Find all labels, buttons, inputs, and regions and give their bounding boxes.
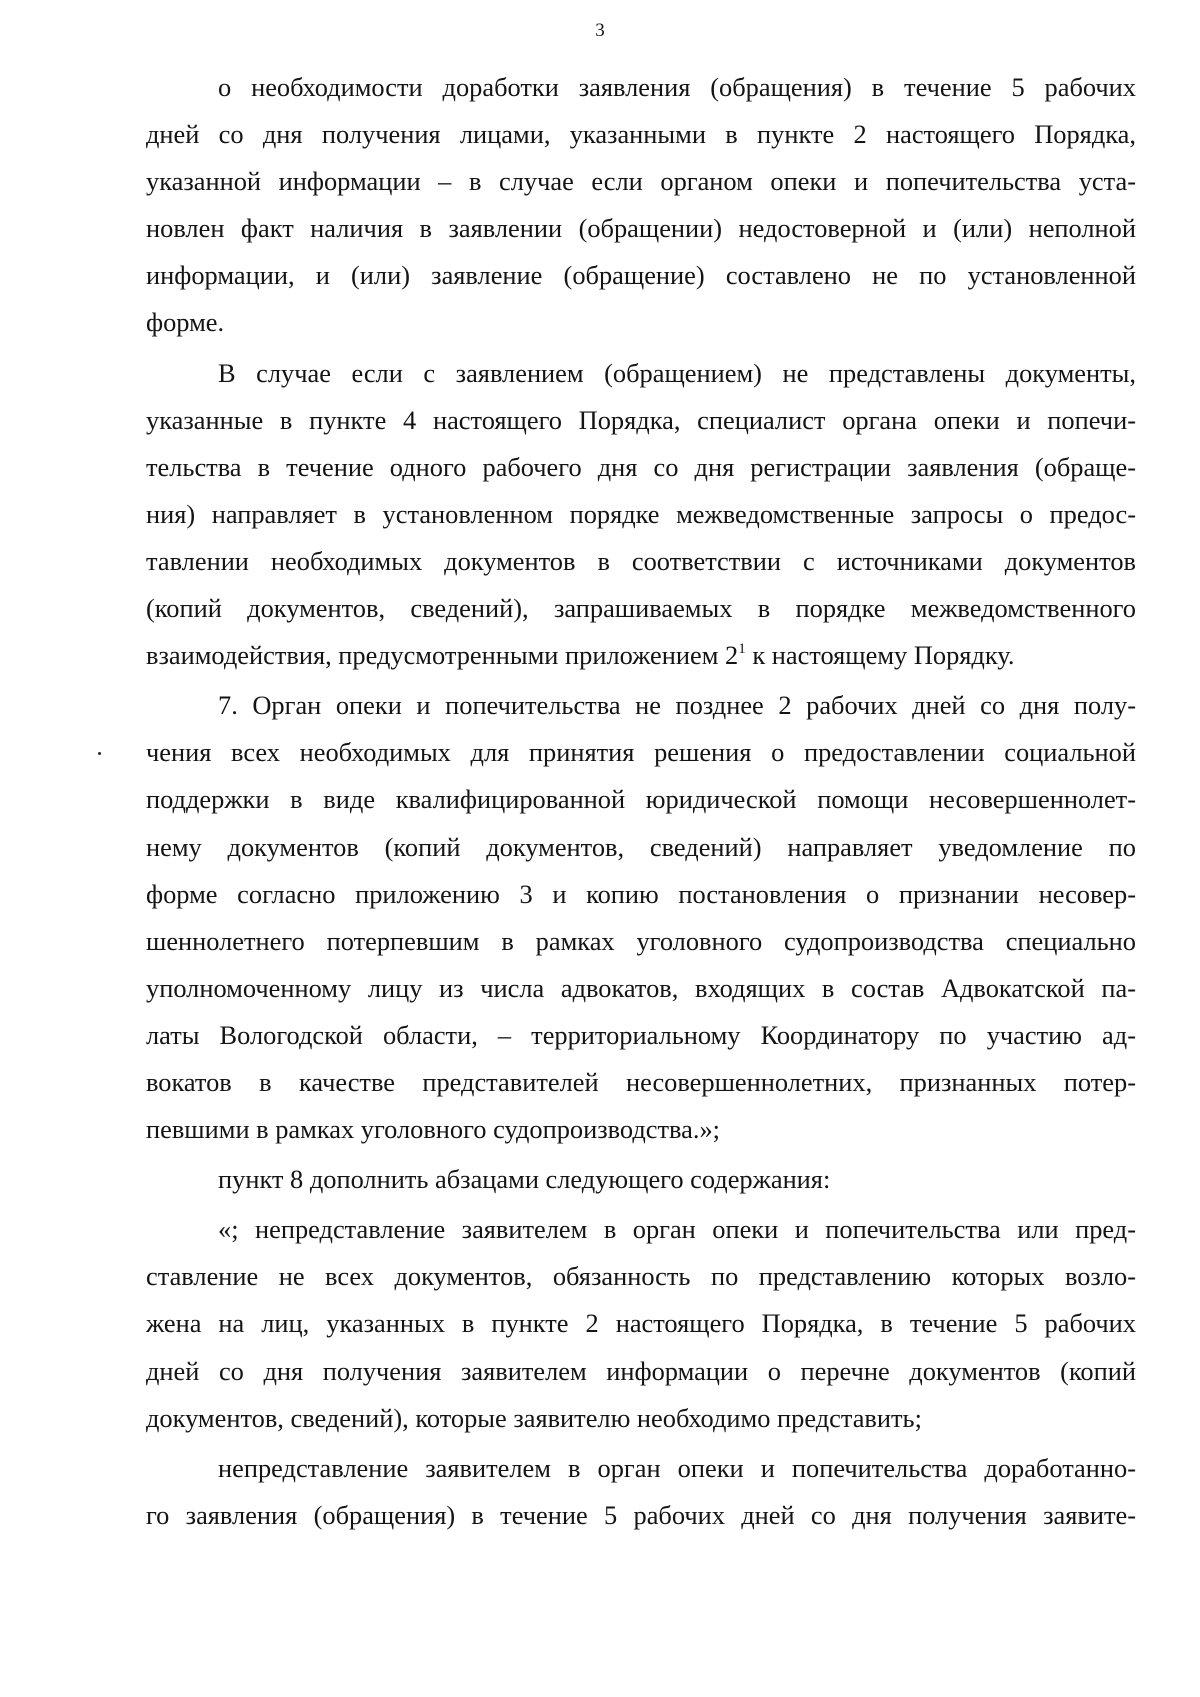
text-line: го заявления (обращения) в течение 5 рабочих дней со дня получения заявите- bbox=[146, 1499, 1136, 1530]
text-line: 7. Орган опеки и попечительства не позднее 2 рабочих дней со дня полу- bbox=[218, 690, 1136, 721]
text-line: форме согласно приложению 3 и копию постановления о признании несовер- bbox=[146, 878, 1136, 909]
text-line: (копий документов, сведений), запрашиваемых в порядке межведомственного bbox=[146, 593, 1136, 624]
text-line: дней со дня получения заявителем информации о перечне документов (копий bbox=[146, 1355, 1136, 1386]
text-line: «; непредставление заявителем в орган опеки и попечительства или пред- bbox=[218, 1214, 1136, 1245]
text-line: новлен факт наличия в заявлении (обращении) недостоверной и (или) неполной bbox=[146, 213, 1136, 244]
text-line: указанной информации – в случае если органом опеки и попечительства уста- bbox=[146, 166, 1136, 197]
text-line: пункт 8 дополнить абзацами следующего содержания: bbox=[218, 1164, 831, 1195]
text-line: ставление не всех документов, обязанность по представлению которых возло- bbox=[146, 1261, 1136, 1292]
text-line: форме. bbox=[146, 307, 225, 338]
text-line: поддержки в виде квалифицированной юридической помощи несовершеннолет- bbox=[146, 784, 1136, 815]
text-line: вокатов в качестве представителей несовершеннолетних, признанных потер- bbox=[146, 1066, 1136, 1097]
document-body bbox=[146, 64, 1136, 1539]
page-number: 3 bbox=[595, 20, 605, 41]
scan-speck bbox=[98, 752, 101, 755]
text-line: В случае если с заявлением (обращением) не представлены документы, bbox=[218, 357, 1136, 388]
text-line: ния) направляет в установленном порядке межведомственные запросы о предос- bbox=[146, 498, 1136, 529]
text-line: тавлении необходимых документов в соответствии с источниками документов bbox=[146, 545, 1136, 576]
text-line: певшими в рамках уголовного судопроизводства.»; bbox=[146, 1114, 720, 1145]
text-line: чения всех необходимых для принятия решения о предоставлении социальной bbox=[146, 737, 1136, 768]
text-line: латы Вологодской области, – территориальному Координатору по участию ад- bbox=[146, 1019, 1136, 1050]
text-line: нему документов (копий документов, сведений) направляет уведомление по bbox=[146, 831, 1136, 862]
text-line: информации, и (или) заявление (обращение) составлено не по установленной bbox=[146, 260, 1136, 291]
text-line: указанные в пункте 4 настоящего Порядка, специалист органа опеки и попечи- bbox=[146, 404, 1136, 435]
text-line-with-superscript bbox=[146, 632, 1136, 679]
text-line: шеннолетнего потерпевшим в рамках уголовного судопроизводства специально bbox=[146, 925, 1136, 956]
superscript: 1 bbox=[738, 641, 746, 658]
text-line: непредставление заявителем в орган опеки и попечительства доработанно- bbox=[218, 1452, 1136, 1483]
text-line: уполномоченному лицу из числа адвокатов, входящих в состав Адвокатской па- bbox=[146, 972, 1136, 1003]
text-line: документов, сведений), которые заявителю необходимо представить; bbox=[146, 1402, 922, 1433]
text-line-start: взаимодействия, предусмотренными приложением 2 bbox=[146, 640, 739, 671]
text-line: дней со дня получения лицами, указанными в пункте 2 настоящего Порядка, bbox=[146, 119, 1136, 150]
text-line: жена на лиц, указанных в пункте 2 настоящего Порядка, в течение 5 рабочих bbox=[146, 1308, 1136, 1339]
text-line: тельства в течение одного рабочего дня со дня регистрации заявления (обраще- bbox=[146, 451, 1136, 482]
text-line: о необходимости доработки заявления (обращения) в течение 5 рабочих bbox=[218, 72, 1136, 102]
text-line-end: к настоящему Порядку. bbox=[745, 640, 1015, 671]
